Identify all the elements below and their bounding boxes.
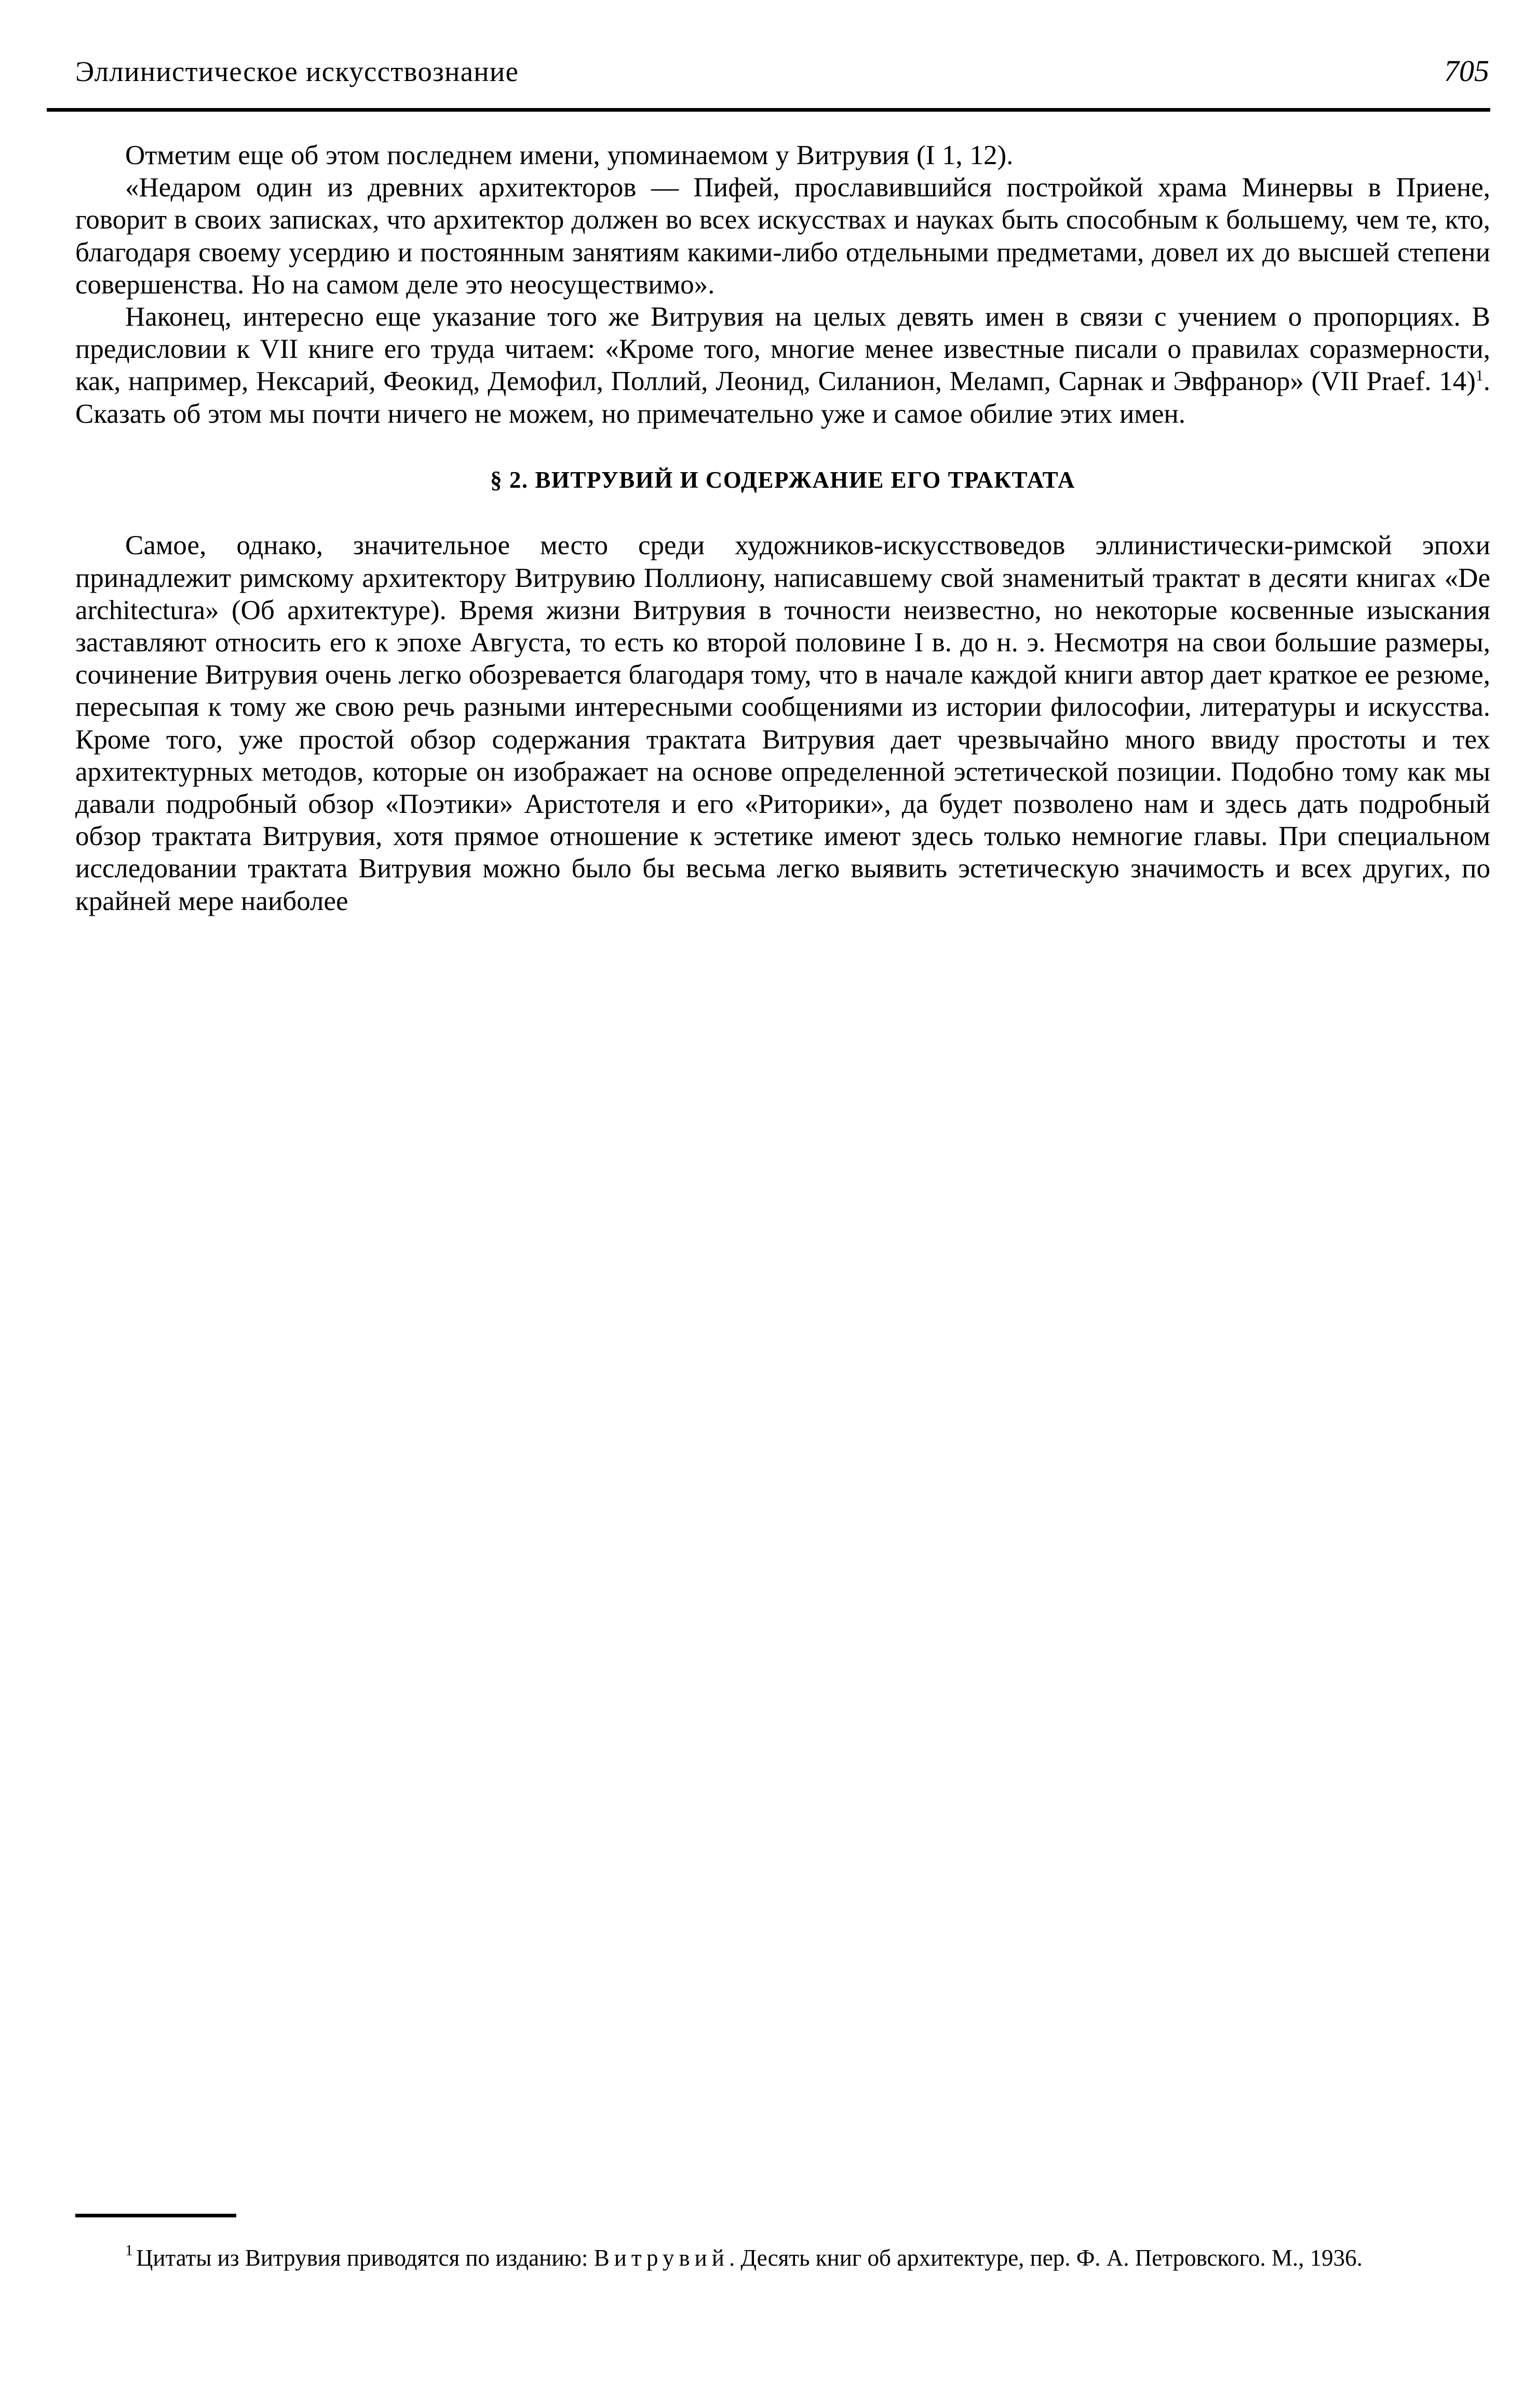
running-header (75, 56, 1490, 103)
running-head-title: Эллинистическое искусствознание (75, 56, 519, 87)
paragraph-2-quotation: «Недаром один из древних архитекторов — Пифей, прославившийся постройкой храма Минервы в Приене, говорит в своих записках, что архитектор должен во всех искусствах и науках быть способным к большему, чем те, кто, благодаря своему усердию и постоянным занятиям какими-либо отдельными предметами, довел их до высшей степени совершенства. Но на самом деле это неосуществимо». (75, 172, 1490, 300)
footnote-divider-rule (75, 2214, 236, 2217)
footnote-text-before: Цитаты из Витрувия приводятся по изданию: (136, 2245, 594, 2271)
footnote-reference-marker[interactable]: 1 (1475, 367, 1484, 384)
footnote-marker: 1 (125, 2242, 133, 2259)
section-heading: § 2. ВИТРУВИЙ И СОДЕРЖАНИЕ ЕГО ТРАКТАТА (490, 466, 1075, 493)
paragraph-3-names (75, 301, 1490, 430)
footnote-author-name: Витрувий (594, 2245, 729, 2271)
paragraph-3-main: Наконец, интересно еще указание того же Витрувия на целых девять имен в связи с учением о пропорциях. В предисловии к VII книге его труда читаем: «Кроме того, многие менее известные писали о правилах соразмерности, как, например, Нексарий, Феокид, Демофил, Поллий, Леонид, Силанион, Меламп, Сарнак и Эвфранор» (VII Praef. 14) (75, 302, 1490, 397)
header-divider-rule (47, 108, 1490, 112)
paragraph-3-tail: . Сказать об этом мы почти ничего не можем, но примечательно уже и самое обилие этих имен. (75, 366, 1490, 429)
paragraph-1: Отметим еще об этом последнем имени, упоминаемом у Витрувия (I 1, 12). (125, 140, 1014, 170)
page-number: 705 (1444, 54, 1489, 88)
paragraph-4: Самое, однако, значительное место среди художников-искусствоведов эллинистически-римской эпохи принадлежит римскому архитектору Витрувию Поллиону, написавшему свой знаменитый трактат в десяти книгах «De architectura» (Об архитектуре). Время жизни Витрувия в точности неизвестно, но некоторые косвенные изыскания заставляют относить его к эпохе Августа, то есть ко второй половине I в. до н. э. Несмотря на свои большие размеры, сочинение Витрувия очень легко обозревается благодаря тому, что в начале каждой книги автор дает краткое ее резюме, пересыпая к тому же свою речь разными интересными сообщениями из истории философии, литературы и искусства. Кроме того, уже простой обзор содержания трактата Витрувия дает чрезвычайно много ввиду простоты и тех архитектурных методов, которые он изображает на основе определенной эстетической позиции. Подобно тому как мы давали подробный обзор «Поэтики» Аристотеля и его «Риторики», да будет позволено нам и здесь дать подробный обзор трактата Витрувия, хотя прямое отношение к эстетике имеют здесь только немногие главы. При специальном исследовании трактата Витрувия можно было бы весьма легко выявить эстетическую значимость и всех других, по крайней мере наиболее (75, 530, 1490, 916)
footnote-1 (75, 2235, 1490, 2273)
footnote-text-after: . Десять книг об архитектуре, пер. Ф. А. Петровского. М., 1936. (729, 2245, 1363, 2271)
footnote-area (75, 2214, 1490, 2273)
body-text-block (75, 139, 1490, 917)
